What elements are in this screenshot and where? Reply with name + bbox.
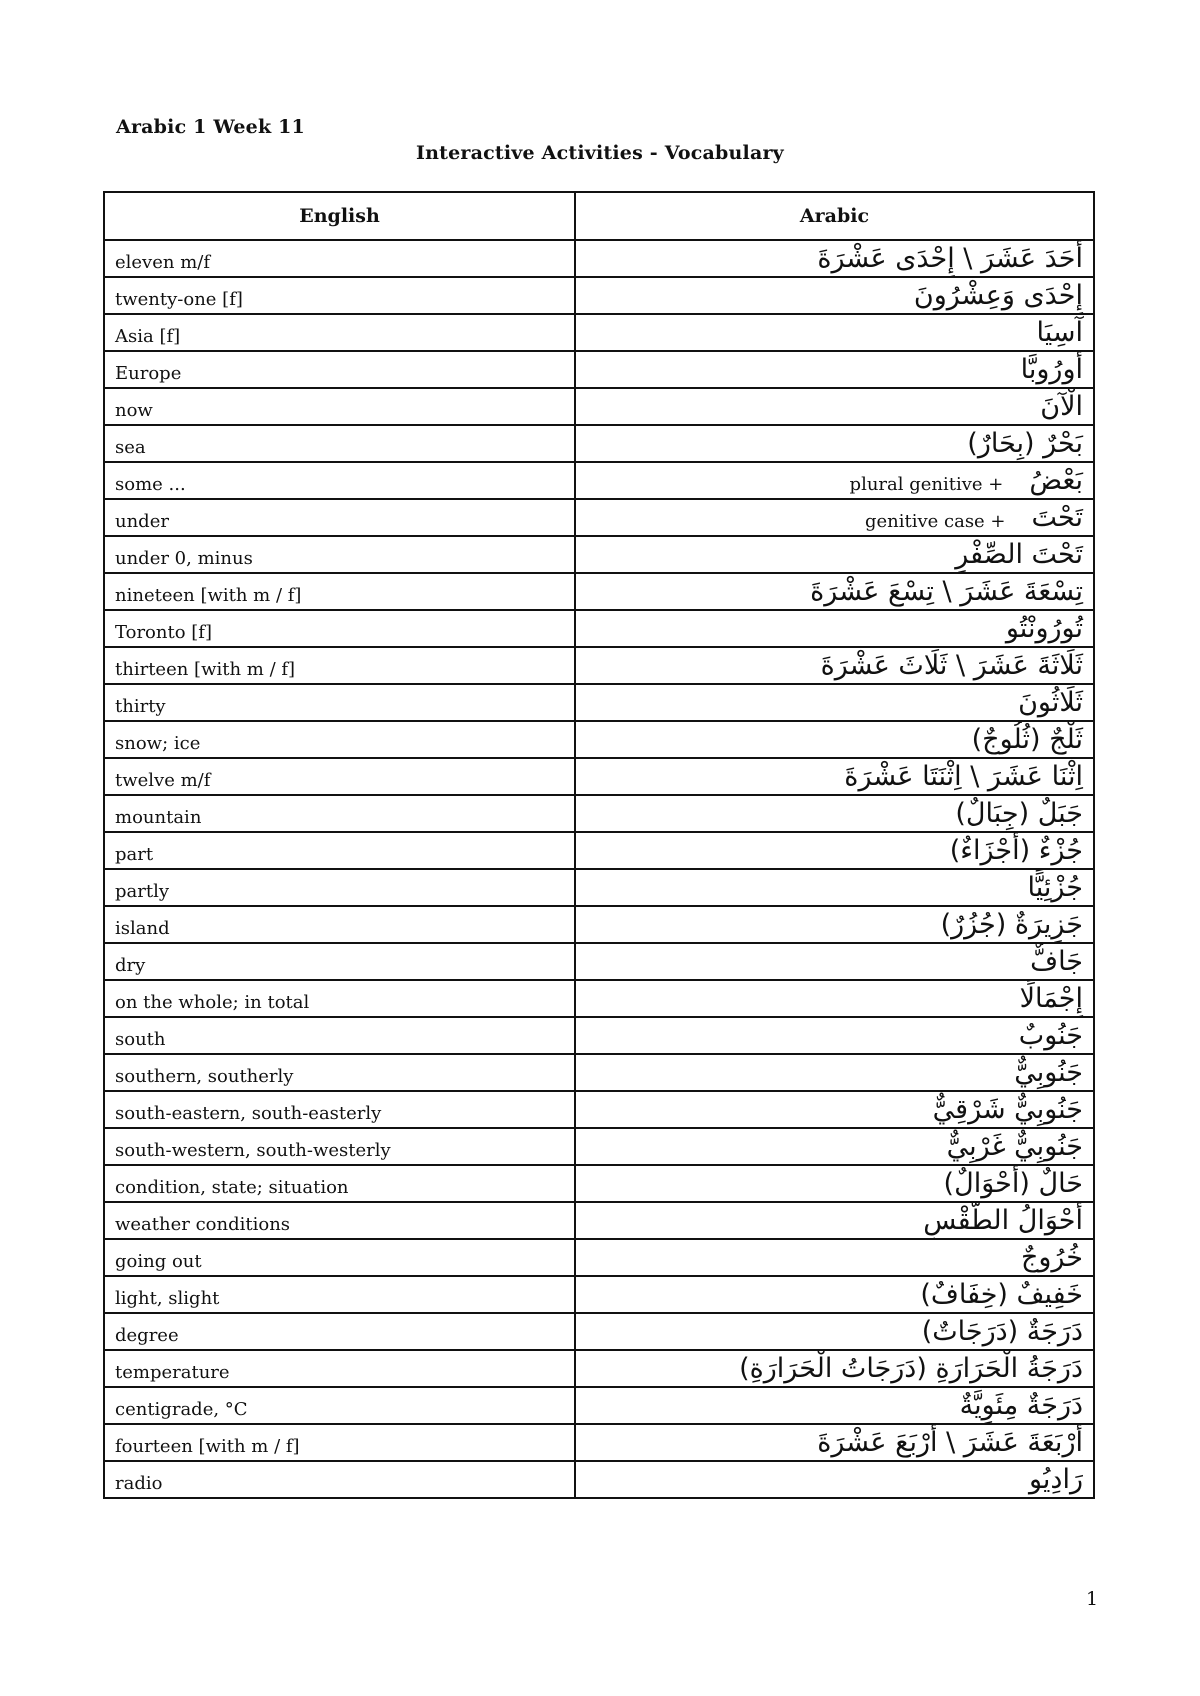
- table-row: [104, 721, 1094, 758]
- arabic-term: جَافٌّ: [1030, 945, 1083, 977]
- arabic-cell: [575, 1387, 1094, 1424]
- arabic-term: آسِيَا: [1036, 316, 1083, 348]
- table-row: [104, 610, 1094, 647]
- english-term: now: [104, 388, 575, 425]
- arabic-cell: [575, 351, 1094, 388]
- arabic-cell: [575, 1017, 1094, 1054]
- arabic-term: جَنُوبِيٌّ غَرْبِيٌّ: [946, 1130, 1083, 1162]
- arabic-cell: [575, 1424, 1094, 1461]
- arabic-cell: [575, 1054, 1094, 1091]
- arabic-term: ثَلَاثُونَ: [1018, 686, 1083, 718]
- english-term: condition, state; situation: [104, 1165, 575, 1202]
- table-row: [104, 647, 1094, 684]
- english-term: partly: [104, 869, 575, 906]
- english-term: radio: [104, 1461, 575, 1498]
- arabic-term: تِسْعَةَ عَشَرَ \ تِسْعَ عَشْرَةَ: [810, 575, 1083, 607]
- arabic-cell: [575, 1091, 1094, 1128]
- english-term: island: [104, 906, 575, 943]
- arabic-term: بَعْضُ: [1029, 464, 1083, 496]
- arabic-term: جُزْءٌ (أَجْزَاءٌ): [949, 834, 1083, 866]
- english-term: mountain: [104, 795, 575, 832]
- arabic-cell: [575, 721, 1094, 758]
- table-row: [104, 1387, 1094, 1424]
- arabic-term: جَنُوبِيٌّ: [1014, 1056, 1083, 1088]
- vocabulary-rows: [104, 240, 1094, 1498]
- table-row: [104, 832, 1094, 869]
- arabic-cell: [575, 499, 1094, 536]
- arabic-term: دَرَجَةُ الْحَرَارَةِ (دَرَجَاتُ الْحَرَارَةِ): [739, 1352, 1083, 1384]
- sheet-title: Interactive Activities - Vocabulary: [416, 142, 784, 164]
- table-row: [104, 1165, 1094, 1202]
- english-term: fourteen [with m / f]: [104, 1424, 575, 1461]
- english-term: nineteen [with m / f]: [104, 573, 575, 610]
- arabic-term: دَرَجَةٌ مِئَوِيَّةٌ: [959, 1389, 1083, 1421]
- english-term: southern, southerly: [104, 1054, 575, 1091]
- table-row: [104, 1313, 1094, 1350]
- table-row: [104, 277, 1094, 314]
- arabic-cell: [575, 536, 1094, 573]
- arabic-term: جَزِيرَةٌ (جُزُرٌ): [940, 908, 1083, 940]
- arabic-cell: [575, 647, 1094, 684]
- arabic-cell: [575, 1276, 1094, 1313]
- table-row: [104, 758, 1094, 795]
- arabic-term: ثَلَاثَةَ عَشَرَ \ ثَلَاثَ عَشْرَةَ: [820, 649, 1083, 681]
- arabic-cell: [575, 980, 1094, 1017]
- table-row: [104, 1239, 1094, 1276]
- table-row: [104, 1461, 1094, 1498]
- arabic-cell: [575, 795, 1094, 832]
- english-term: twenty-one [f]: [104, 277, 575, 314]
- arabic-term: بَحْرٌ (بِحَارٌ): [967, 427, 1083, 459]
- table-row: [104, 573, 1094, 610]
- table-header-row: [104, 192, 1094, 240]
- english-term: dry: [104, 943, 575, 980]
- arabic-term: ثَلْجٌ (ثُلُوجٌ): [971, 723, 1083, 755]
- arabic-term: رَادِيُو: [1028, 1463, 1083, 1495]
- arabic-cell: [575, 573, 1094, 610]
- table-row: [104, 1054, 1094, 1091]
- table-row: [104, 869, 1094, 906]
- table-row: [104, 906, 1094, 943]
- table-row: [104, 314, 1094, 351]
- arabic-cell: [575, 425, 1094, 462]
- table-row: [104, 536, 1094, 573]
- table-row: [104, 462, 1094, 499]
- english-term: sea: [104, 425, 575, 462]
- arabic-cell: [575, 1239, 1094, 1276]
- arabic-cell: [575, 1350, 1094, 1387]
- english-term: eleven m/f: [104, 240, 575, 277]
- arabic-term: إِحْدَى وَعِشْرُونَ: [913, 279, 1083, 311]
- arabic-cell: [575, 1128, 1094, 1165]
- english-term: Asia [f]: [104, 314, 575, 351]
- arabic-cell: [575, 610, 1094, 647]
- table-row: [104, 1350, 1094, 1387]
- english-term: thirteen [with m / f]: [104, 647, 575, 684]
- course-title: Arabic 1 Week 11: [116, 116, 305, 138]
- page-number: 1: [1086, 1588, 1099, 1610]
- table-row: [104, 795, 1094, 832]
- arabic-cell: [575, 240, 1094, 277]
- table-row: [104, 1017, 1094, 1054]
- vocabulary-table: [103, 191, 1095, 1499]
- english-term: under 0, minus: [104, 536, 575, 573]
- english-term: under: [104, 499, 575, 536]
- arabic-cell: [575, 1461, 1094, 1498]
- arabic-term: دَرَجَةٌ (دَرَجَاتٌ): [921, 1315, 1083, 1347]
- english-term: south-western, south-westerly: [104, 1128, 575, 1165]
- arabic-term: أَرْبَعَةَ عَشَرَ \ أَرْبَعَ عَشْرَةَ: [817, 1426, 1083, 1458]
- english-term: south: [104, 1017, 575, 1054]
- arabic-term: جُزْئِيًّا: [1027, 871, 1083, 903]
- arabic-cell: [575, 684, 1094, 721]
- arabic-cell: [575, 906, 1094, 943]
- table-row: [104, 943, 1094, 980]
- arabic-term: أَحَدَ عَشَرَ \ إِحْدَى عَشْرَةَ: [817, 242, 1083, 274]
- grammar-note: genitive case +: [864, 510, 1006, 532]
- table-row: [104, 425, 1094, 462]
- arabic-term: تَحْتَ الصِّفْرِ: [955, 538, 1083, 570]
- arabic-cell: [575, 388, 1094, 425]
- english-term: going out: [104, 1239, 575, 1276]
- table-row: [104, 388, 1094, 425]
- arabic-cell: [575, 1202, 1094, 1239]
- grammar-note: plural genitive +: [849, 473, 1004, 495]
- arabic-term: حَالٌ (أَحْوَالٌ): [943, 1167, 1083, 1199]
- arabic-cell: [575, 943, 1094, 980]
- table-row: [104, 240, 1094, 277]
- english-term: some ...: [104, 462, 575, 499]
- english-term: light, slight: [104, 1276, 575, 1313]
- english-term: Toronto [f]: [104, 610, 575, 647]
- english-term: snow; ice: [104, 721, 575, 758]
- table-row: [104, 1128, 1094, 1165]
- arabic-term: اِثْنَا عَشَرَ \ اِثْنَتَا عَشْرَةَ: [844, 760, 1083, 792]
- english-term: centigrade, °C: [104, 1387, 575, 1424]
- arabic-cell: [575, 277, 1094, 314]
- english-term: thirty: [104, 684, 575, 721]
- column-header-arabic: Arabic: [575, 192, 1094, 240]
- table-row: [104, 684, 1094, 721]
- arabic-term: خُرُوجٌ: [1020, 1241, 1083, 1273]
- arabic-cell: [575, 462, 1094, 499]
- arabic-term: خَفِيفٌ (خِفَافٌ): [920, 1278, 1083, 1310]
- english-term: part: [104, 832, 575, 869]
- table-row: [104, 351, 1094, 388]
- arabic-term: أُورُوبَّا: [1020, 353, 1083, 385]
- table-row: [104, 1276, 1094, 1313]
- english-term: weather conditions: [104, 1202, 575, 1239]
- arabic-term: أَحْوَالُ الطَّقْسِ: [923, 1204, 1083, 1236]
- table-row: [104, 1091, 1094, 1128]
- english-term: on the whole; in total: [104, 980, 575, 1017]
- arabic-cell: [575, 314, 1094, 351]
- english-term: degree: [104, 1313, 575, 1350]
- arabic-term: جَنُوبٌ: [1018, 1019, 1083, 1051]
- table-row: [104, 1202, 1094, 1239]
- table-row: [104, 980, 1094, 1017]
- english-term: temperature: [104, 1350, 575, 1387]
- arabic-term: تَحْتَ: [1031, 501, 1083, 533]
- arabic-term: جَنُوبِيٌّ شَرْقِيٌّ: [932, 1093, 1083, 1125]
- arabic-cell: [575, 832, 1094, 869]
- arabic-term: إِجْمَالًا: [1019, 982, 1083, 1014]
- arabic-cell: [575, 758, 1094, 795]
- arabic-cell: [575, 1165, 1094, 1202]
- table-row: [104, 1424, 1094, 1461]
- table-row: [104, 499, 1094, 536]
- column-header-english: English: [104, 192, 575, 240]
- english-term: Europe: [104, 351, 575, 388]
- arabic-term: جَبَلٌ (جِبَالٌ): [955, 797, 1083, 829]
- arabic-cell: [575, 869, 1094, 906]
- english-term: south-eastern, south-easterly: [104, 1091, 575, 1128]
- arabic-term: الْآنَ: [1040, 390, 1083, 422]
- arabic-cell: [575, 1313, 1094, 1350]
- arabic-term: تُورُونْتُو: [1005, 612, 1083, 644]
- english-term: twelve m/f: [104, 758, 575, 795]
